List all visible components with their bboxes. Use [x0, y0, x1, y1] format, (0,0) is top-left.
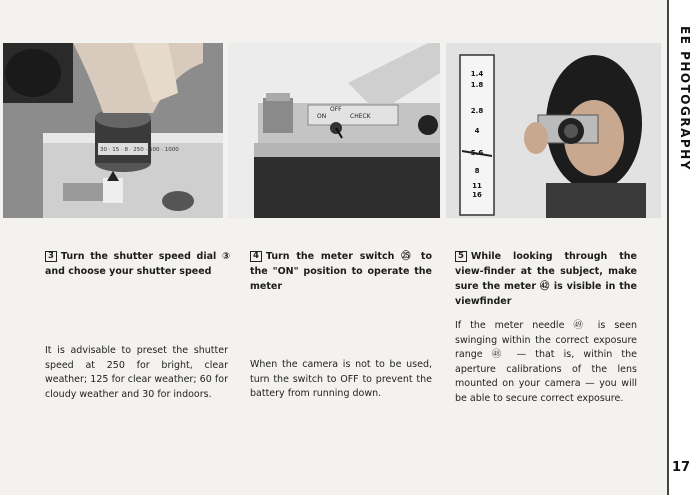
switch-off-label: OFF	[330, 106, 342, 113]
scale-mark: 16	[472, 191, 482, 199]
section-sidebar	[667, 0, 700, 495]
scale-mark: 1.8	[470, 81, 484, 89]
switch-on-label: ON	[317, 113, 327, 120]
step-title: Turn the meter switch ㉕ to the "ON" position to operate the meter	[250, 251, 432, 292]
scale-mark: 5.6	[470, 149, 484, 157]
scale-mark: 11	[472, 182, 482, 190]
section-title: EE PHOTOGRAPHY	[678, 26, 692, 171]
scale-mark: 4	[474, 127, 480, 135]
step-title: Turn the shutter speed dial ③ and choose your shutter speed	[45, 251, 230, 277]
step-title: While looking through the view-finder at the subject, make sure the meter ㊷ is visible in the viewfinder	[455, 251, 637, 307]
meter-switch-illustration	[228, 43, 440, 218]
page-number: 17	[672, 460, 691, 475]
photo-meter-switch	[228, 43, 440, 218]
scale-mark: 2.8	[470, 107, 484, 115]
photo-viewfinder	[446, 43, 661, 218]
switch-check-label: CHECK	[350, 113, 371, 120]
step-number-badge: 5	[455, 251, 467, 262]
dial-numbers: 30 · 15 · 8 · 250 · 500 · 1000	[100, 147, 179, 153]
scale-mark: 8	[474, 167, 480, 175]
step-5-body: If the meter needle ㊾ is seen swinging within the correct exposure range ㊽ — that is, within the aperture calibrations of the lens mounted on your camera — you will be able to secure correct exposure.	[455, 320, 637, 404]
scale-mark: 1.4	[470, 70, 484, 78]
step-4-body: When the camera is not to be used, turn the switch to OFF to prevent the battery from running down.	[250, 359, 432, 399]
viewfinder-illustration	[446, 43, 661, 218]
shutter-dial-illustration	[3, 43, 223, 218]
step-number-badge: 4	[250, 251, 262, 262]
step-3-body: It is advisable to preset the shutter speed at 250 for bright, clear weather; 125 for clear weather; 60 for cloudy weather and 30 for indoors.	[45, 345, 228, 400]
step-4-instruction	[250, 249, 432, 294]
step-number-badge: 3	[45, 251, 57, 262]
photo-shutter-dial	[3, 43, 223, 218]
step-3-instruction	[45, 249, 230, 279]
step-5-instruction	[455, 249, 637, 309]
